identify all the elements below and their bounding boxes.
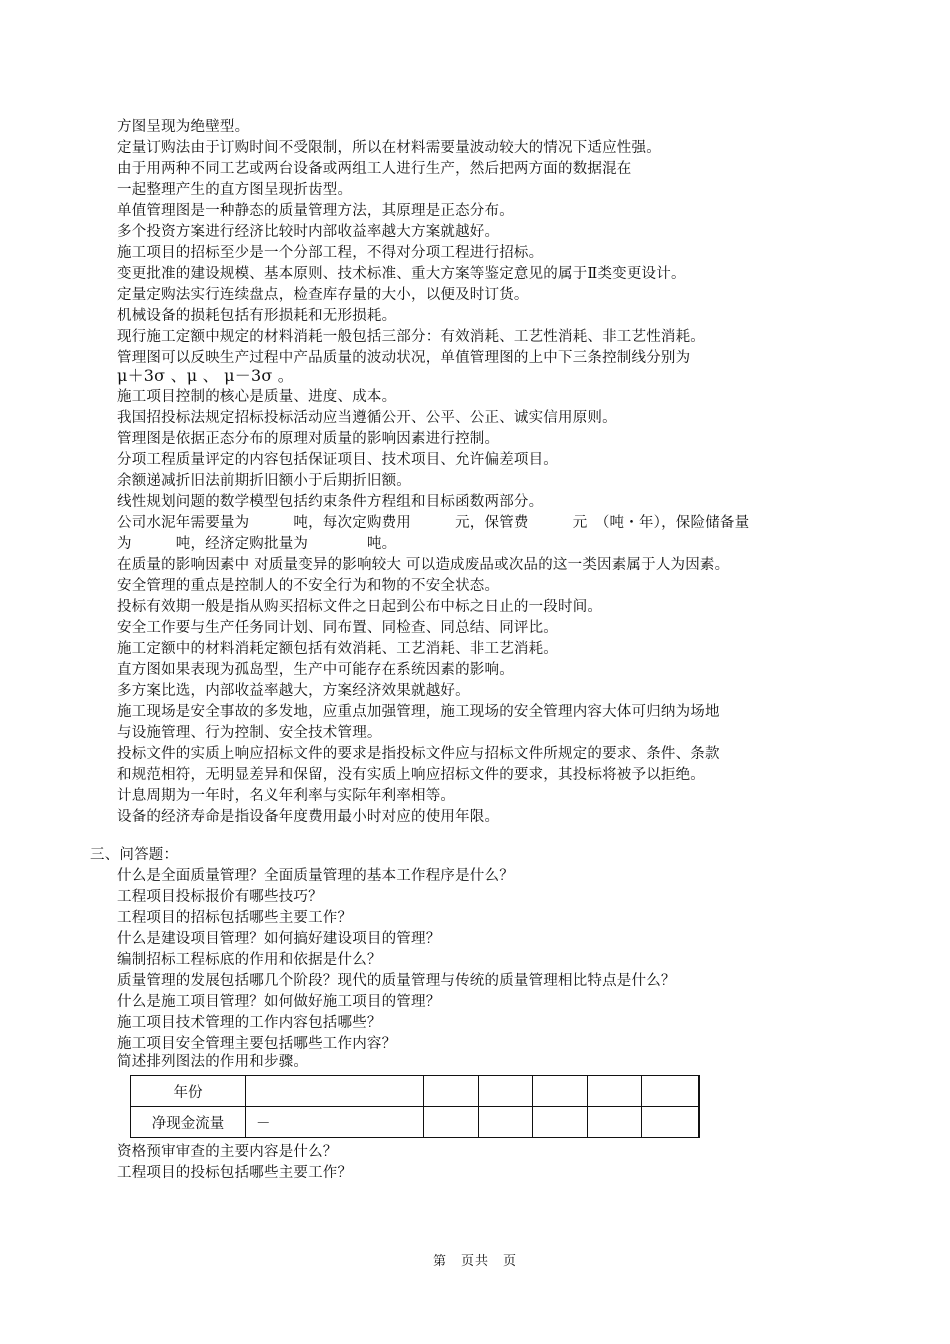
table-header-cell: 净现金流量 (131, 1107, 246, 1138)
text-line: 投标文件的实质上响应招标文件的要求是指投标文件应与招标文件所规定的要求、条件、条款 (117, 746, 720, 762)
text-line: 由于用两种不同工艺或两台设备或两组工人进行生产，然后把两方面的数据混在 (117, 161, 632, 177)
section-heading: 三、问答题： (90, 847, 179, 863)
table-cell (246, 1076, 424, 1107)
text-line: 多个投资方案进行经济比较时内部收益率越大方案就越好。 (117, 224, 500, 240)
text-line: 在质量的影响因素中 对质量变异的影响较大 可以造成废品或次品的这一类因素属于人为因素。 (117, 557, 730, 573)
text-line: 投标有效期一般是指从购买招标文件之日起到公布中标之日止的一段时间。 (117, 599, 603, 615)
table-cell (642, 1076, 700, 1107)
text-line: 现行施工定额中规定的材料消耗一般包括三部分：有效消耗、工艺性消耗、非工艺性消耗。 (117, 329, 705, 345)
text-line: 方图呈现为绝壁型。 (117, 119, 250, 135)
table-row (131, 1076, 700, 1107)
text-line: 变更批准的建设规模、基本原则、技术标准、重大方案等鉴定意见的属于Ⅱ类变更设计。 (117, 266, 686, 282)
text-line: 余额递减折旧法前期折旧额小于后期折旧额。 (117, 473, 411, 489)
question-item: 施工项目安全管理主要包括哪些工作内容？ (117, 1036, 397, 1052)
question-item: 质量管理的发展包括哪几个阶段？现代的质量管理与传统的质量管理相比特点是什么？ (117, 973, 676, 989)
question-item: 什么是全面质量管理？全面质量管理的基本工作程序是什么？ (117, 868, 514, 884)
table-cell (478, 1076, 532, 1107)
text-line: 施工现场是安全事故的多发地，应重点加强管理，施工现场的安全管理内容大体可归纳为场地 (117, 704, 720, 720)
text-line: 多方案比选，内部收益率越大，方案经济效果就越好。 (117, 683, 470, 699)
table-header-cell: 年份 (131, 1076, 246, 1107)
table-cell (424, 1107, 478, 1138)
cash-flow-table (130, 1075, 700, 1138)
text-line: 和规范相符，无明显差异和保留，没有实质上响应招标文件的要求，其投标将被予以拒绝。 (117, 767, 705, 783)
table-cell (587, 1076, 641, 1107)
question-item: 什么是建设项目管理？如何搞好建设项目的管理？ (117, 931, 441, 947)
table-row (131, 1107, 700, 1138)
question-item: 工程项目的招标包括哪些主要工作？ (117, 910, 353, 926)
table-cell (533, 1076, 587, 1107)
text-line: 设备的经济寿命是指设备年度费用最小时对应的使用年限。 (117, 809, 500, 825)
table-cell (587, 1107, 641, 1138)
text-line: 安全工作要与生产任务同计划、同布置、同检查、同总结、同评比。 (117, 620, 558, 636)
text-line: 机械设备的损耗包括有形损耗和无形损耗。 (117, 308, 397, 324)
text-line: 施工项目控制的核心是质量、进度、成本。 (117, 389, 397, 405)
question-item: 工程项目的投标包括哪些主要工作？ (117, 1165, 353, 1181)
text-line: 施工项目的招标至少是一个分部工程，不得对分项工程进行招标。 (117, 245, 544, 261)
text-line: 施工定额中的材料消耗定额包括有效消耗、工艺消耗、非工艺消耗。 (117, 641, 558, 657)
question-item: 什么是施工项目管理？如何做好施工项目的管理？ (117, 994, 441, 1010)
text-line: 公司水泥年需要量为 吨，每次定购费用 元，保管费 元 （吨・年），保险储备量 (117, 515, 750, 531)
table-cell (478, 1107, 532, 1138)
text-line: 单值管理图是一种静态的质量管理方法，其原理是正态分布。 (117, 203, 514, 219)
question-item: 工程项目投标报价有哪些技巧？ (117, 889, 323, 905)
formula-control-lines: μ＋3σ 、μ 、 μ－3σ 。 (117, 366, 294, 385)
text-line: 定量定购法实行连续盘点，检查库存量的大小，以便及时订货。 (117, 287, 529, 303)
text-line: 计息周期为一年时，名义年利率与实际年利率相等。 (117, 788, 456, 804)
text-line: 安全管理的重点是控制人的不安全行为和物的不安全状态。 (117, 578, 500, 594)
text-line: 管理图可以反映生产过程中产品质量的波动状况，单值管理图的上中下三条控制线分别为 (117, 350, 691, 366)
question-item: 资格预审审查的主要内容是什么？ (117, 1144, 338, 1160)
question-item: 编制招标工程标底的作用和依据是什么？ (117, 952, 382, 968)
question-item: 简述排列图法的作用和步骤。 (117, 1054, 309, 1070)
table-cell: － (246, 1107, 424, 1138)
text-line: 我国招投标法规定招标投标活动应当遵循公开、公平、公正、诚实信用原则。 (117, 410, 617, 426)
text-line: 为 吨，经济定购批量为 吨。 (117, 536, 397, 552)
text-line: 线性规划问题的数学模型包括约束条件方程组和目标函数两部分。 (117, 494, 544, 510)
text-line: 管理图是依据正态分布的原理对质量的影响因素进行控制。 (117, 431, 500, 447)
page-footer: 第 页共 页 (432, 1254, 517, 1269)
text-line: 直方图如果表现为孤岛型，生产中可能存在系统因素的影响。 (117, 662, 514, 678)
text-line: 定量订购法由于订购时间不受限制，所以在材料需要量波动较大的情况下适应性强。 (117, 140, 661, 156)
question-item: 施工项目技术管理的工作内容包括哪些？ (117, 1015, 382, 1031)
text-line: 分项工程质量评定的内容包括保证项目、技术项目、允许偏差项目。 (117, 452, 558, 468)
text-line: 一起整理产生的直方图呈现折齿型。 (117, 182, 353, 198)
table-cell (642, 1107, 700, 1138)
table-cell (533, 1107, 587, 1138)
table-cell (424, 1076, 478, 1107)
text-line: 与设施管理、行为控制、安全技术管理。 (117, 725, 382, 741)
